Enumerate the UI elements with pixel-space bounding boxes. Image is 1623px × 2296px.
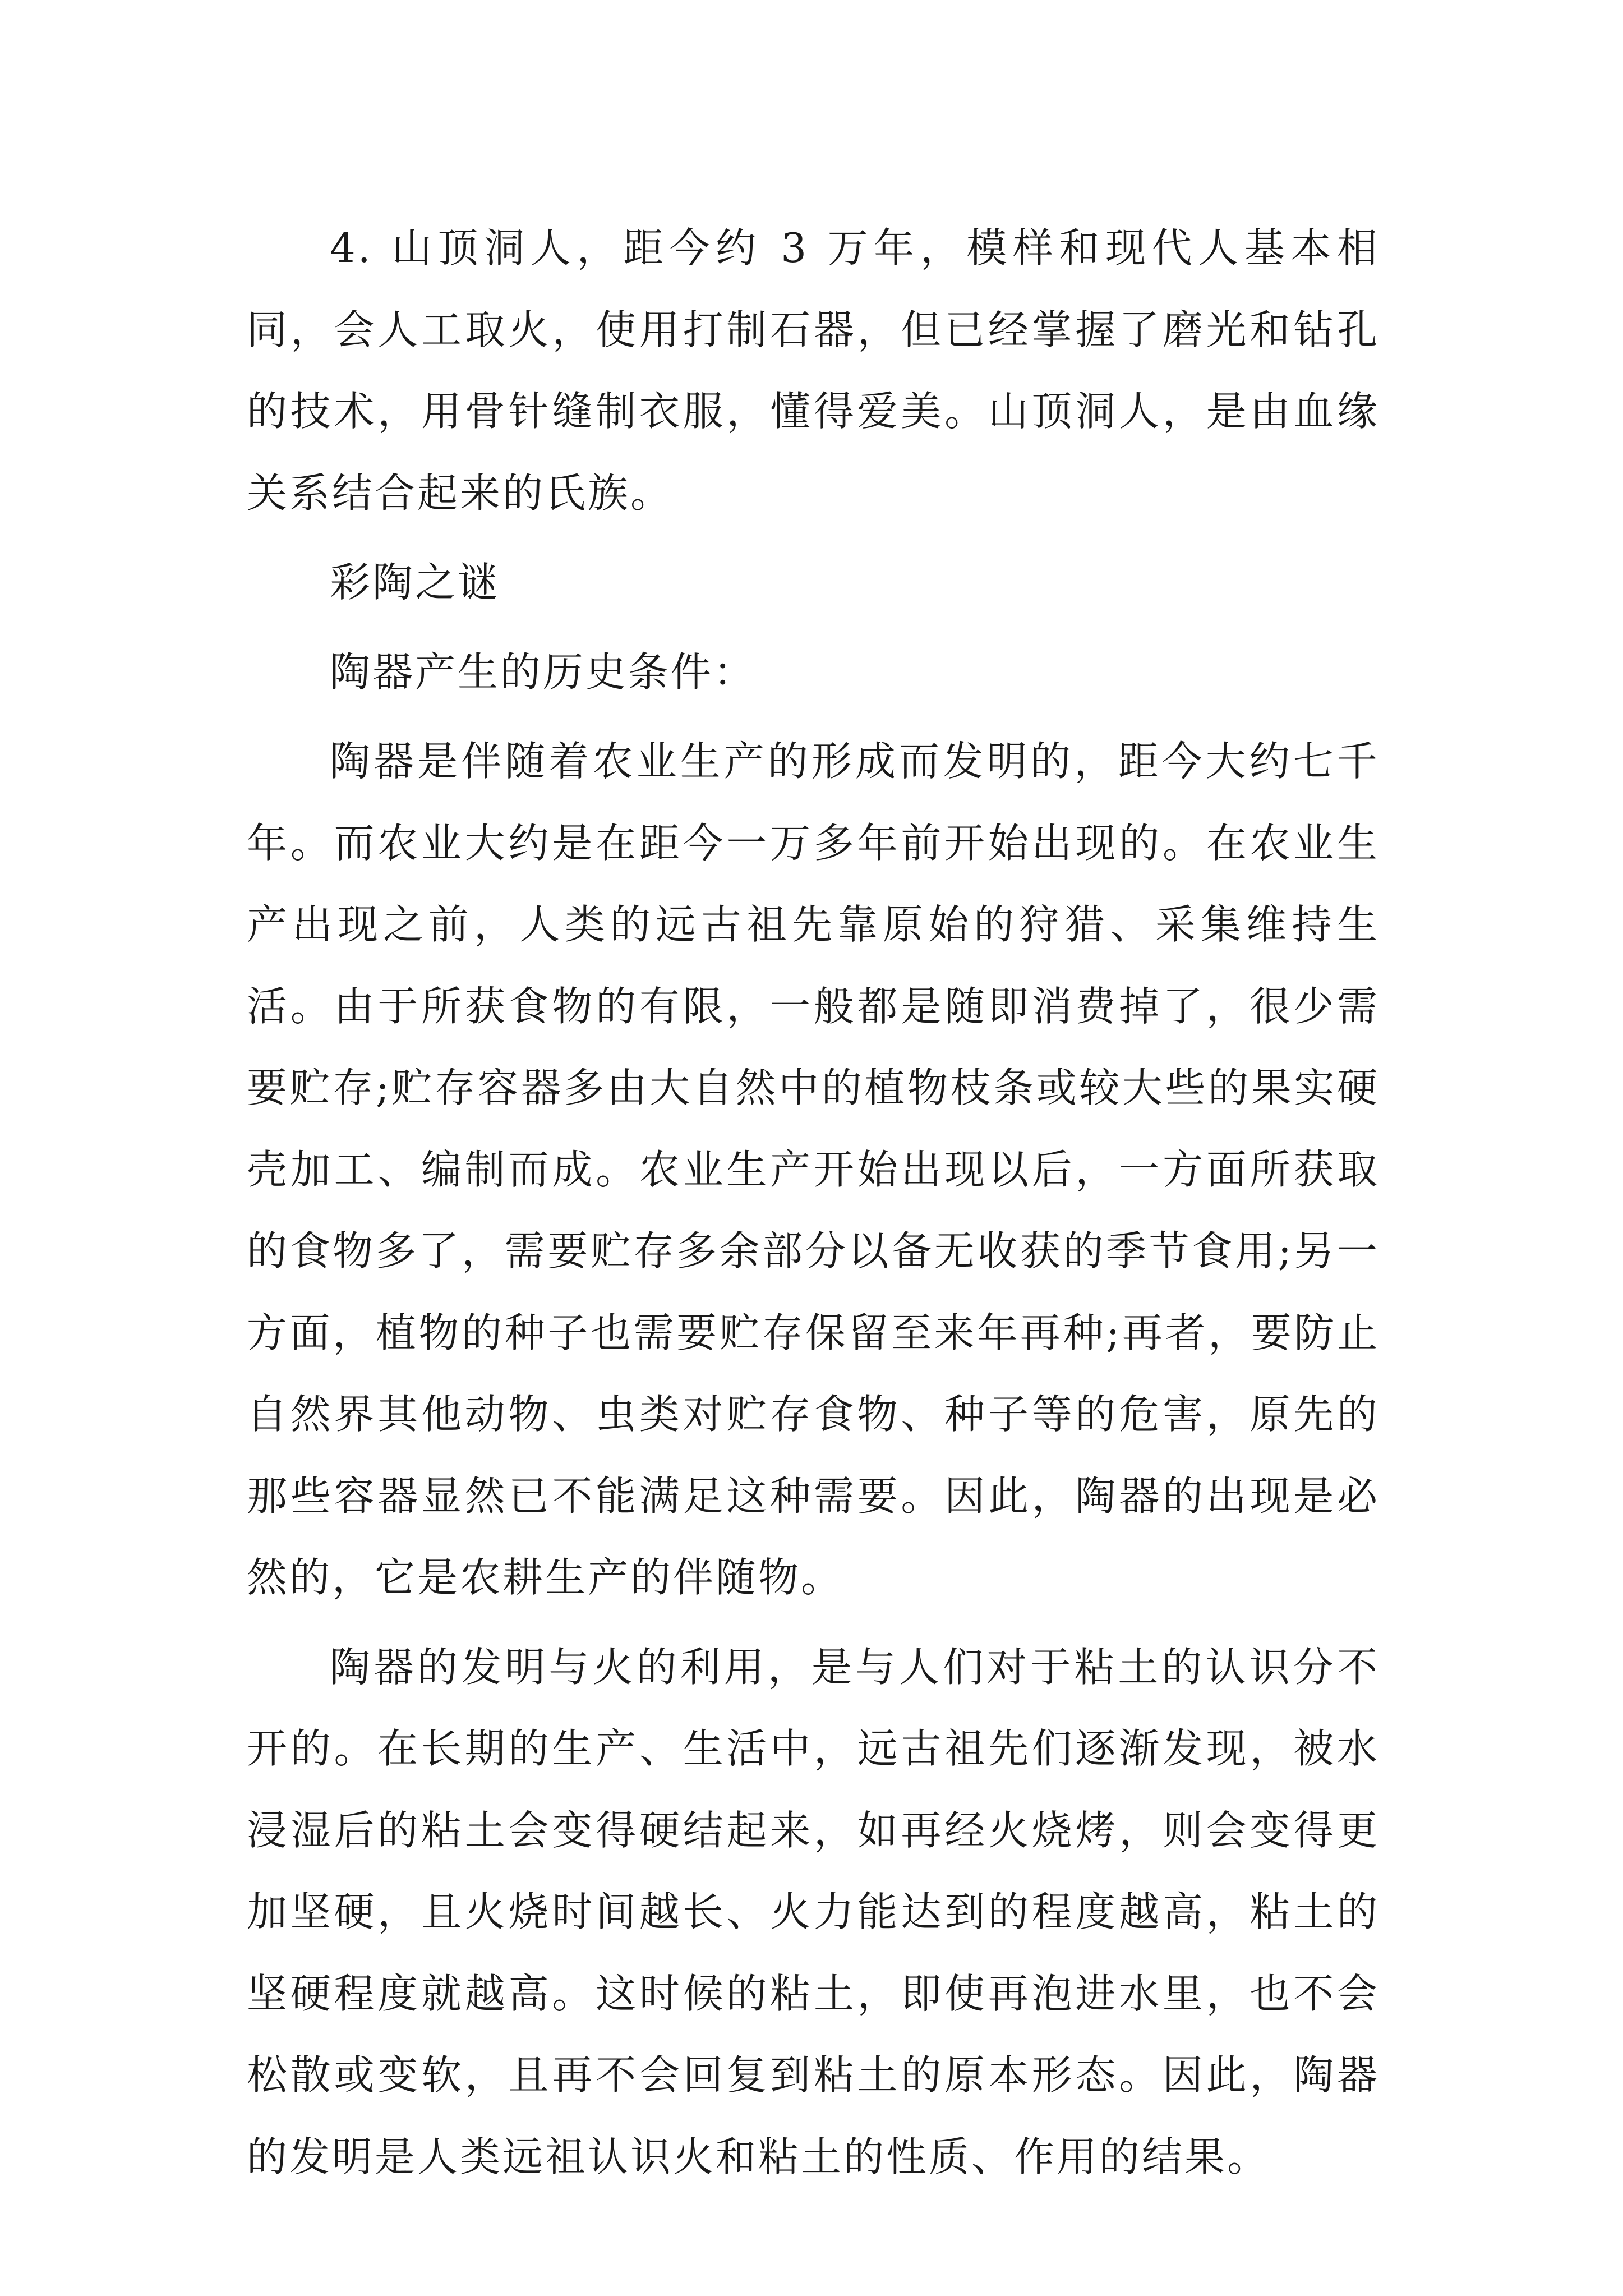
paragraph-shandingdong: 4. 山顶洞人，距今约 3 万年，模样和现代人基本相同，会人工取火，使用打制石器，但已经掌握了磨光和钻孔的技术，用骨针缝制衣服，懂得爱美。山顶洞人，是由血缘关系结合起来的氏族。 <box>247 224 1380 517</box>
paragraph-pottery-origin: 陶器是伴随着农业生产的形成而发明的，距今大约七千年。而农业大约是在距今一万多年前开始出现的。在农业生产出现之前，人类的远古祖先靠原始的狩猎、采集维持生活。由于所获食物的有限，一般都是随即消费掉了，很少需要贮存;贮存容器多由大自然中的植物枝条或较大些的果实硬壳加工、编制而成。农业生产开始出现以后，一方面所获取的食物多了，需要贮存多余部分以备无收获的季节食用;另一方面，植物的种子也需要贮存保留至来年再种;再者，要防止自然界其他动物、虫类对贮存食物、种子等的危害，原先的那些容器显然已不能满足这种需要。因此，陶器的出现是必然的，它是农耕生产的伴随物。 <box>247 738 1380 1601</box>
section-heading-painted-pottery: 彩陶之谜 <box>330 559 501 606</box>
subheading-historical-conditions: 陶器产生的历史条件： <box>330 648 757 696</box>
body-text <box>247 208 1380 2198</box>
paragraph-fire-and-clay: 陶器的发明与火的利用，是与人们对于粘土的认识分不开的。在长期的生产、生活中，远古祖先们逐渐发现，被水浸湿后的粘土会变得硬结起来，如再经火烧烤，则会变得更加坚硬，且火烧时间越长、火力能达到的程度越高，粘土的坚硬程度就越高。这时候的粘土，即使再泡进水里，也不会松散或变软，且再不会回复到粘土的原本形态。因此，陶器的发明是人类远祖认识火和粘土的性质、作用的结果。 <box>247 1643 1380 2180</box>
